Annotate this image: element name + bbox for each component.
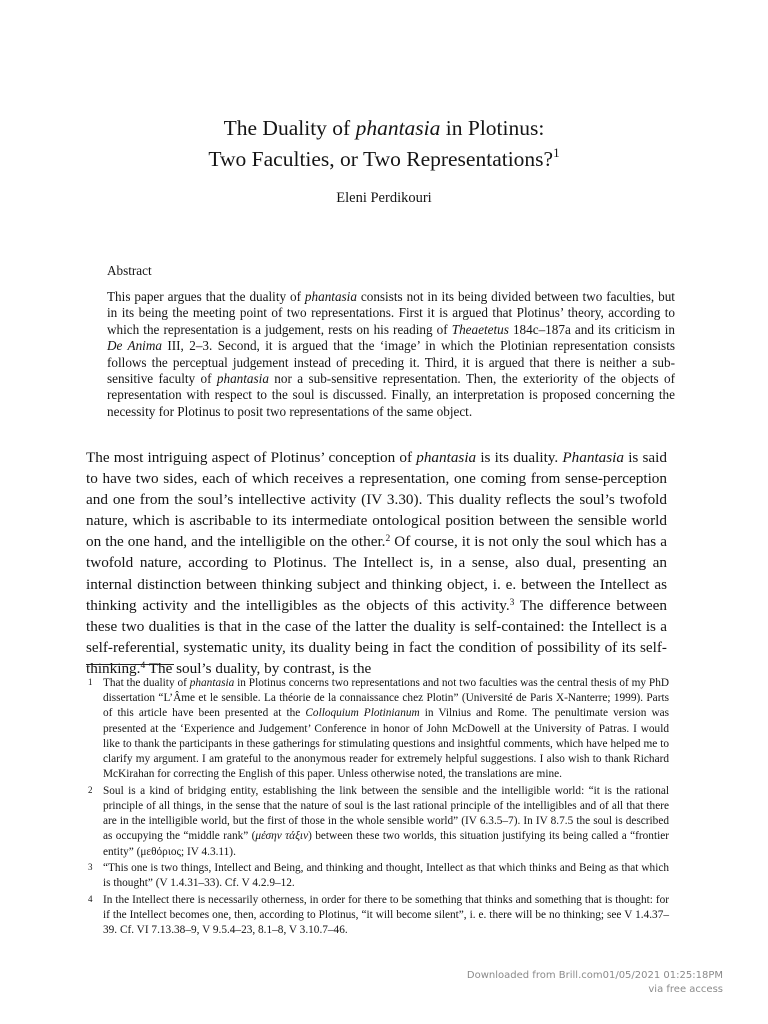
title-line-2 bbox=[0, 144, 768, 175]
footnote-ref[interactable]: 3 bbox=[509, 597, 515, 608]
download-notice: Downloaded from Brill.com01/05/2021 01:25:18PM bbox=[466, 970, 723, 981]
title-text: in Plotinus: bbox=[440, 116, 545, 140]
footnote-ref[interactable]: 4 bbox=[140, 660, 146, 671]
author-name: Eleni Perdikouri bbox=[336, 190, 432, 206]
footnote-number: 4 bbox=[88, 894, 93, 905]
abstract-heading: Abstract bbox=[107, 263, 152, 278]
footnote-number: 1 bbox=[88, 677, 93, 687]
access-notice: via free access bbox=[648, 984, 723, 995]
footnote-divider bbox=[86, 664, 174, 665]
footnote-ref[interactable]: 2 bbox=[385, 534, 391, 545]
title-italic-term: phantasia bbox=[355, 116, 441, 140]
footnote: 4 In the Intellect there is necessarily otherness, in order for there to be something that thinks and something that is thought: for if the Intellect becomes one, then, according to Plotinus, “it will become silent”, i. e. there will be no thinking; see V 1.4.37–39. Cf. VI 7.13.38–9, V 9.5.4–23, 8.1–8, V 3.10.7–46. bbox=[88, 894, 669, 937]
footnote: 2 Soul is a kind of bridging entity, establishing the link between the sensible and the intelligible world: “it is the rational principle of all things, in the sense that the nature of soul is the last rational principle of the intelligibles and of all that there are in the intelligible world, but the first of those in the whole sensible world” (IV 6.3.5–7). In IV 8.7.5 the soul is described as occupying the “middle rank” (μέσην τάξιν) between these two worlds, this situation justifying its being called a “frontier entity” (μεθόριος; IV 4.3.11). bbox=[88, 784, 669, 858]
title-text: The Duality of bbox=[223, 116, 356, 140]
footnote: 3 “This one is two things, Intellect and Being, and thinking and thought, Intellect as that which thinks and Being as that which is thought” (V 1.4.31–33). Cf. V 4.2.9–12. bbox=[88, 862, 669, 890]
footnote-number: 3 bbox=[88, 862, 93, 873]
abstract-text: This paper argues that the duality of phantasia consists not in its being divided between two faculties, but in its being the meeting point of two representations. First it is argued that Plotinus’ theory, according to which the representation is a judgement, rests on his reading of Theaetetus 184c–187a and its criticism in De Anima III, 2–3. Second, it is argued that the ‘image’ in which the Plotinian representation consists follows the perceptual judgement instead of preceding it. Third, it is argued that there is neither a sub-sensitive faculty of phantasia nor a sub-sensitive representation. Then, the exteriority of the objects of representation with respect to the soul is discussed. Finally, an interpretation is proposed concerning the necessity for Plotinus to posit two representations of the same object. bbox=[107, 289, 676, 419]
footnote: 1 That the duality of phantasia in Plotinus concerns two representations and not two faculties was the central thesis of my PhD dissertation “L’Âme et le sensible. La théorie de la connaissance chez Plotin” (Université de Paris X-Nanterre; 1999). Parts of this article have been presented at the Colloquium Plotinianum in Vilnius and Rome. The penultimate version was presented at the ‘Experience and Judgement’ Conference in honor of John McDowell at the University of Patras. I would like to thank the participants in these gatherings for stimulating questions and insightful comments, which have helped me to clarify my argument. I am grateful to the anonymous reader for extremely helpful suggestions. I also wish to thank Richard McKirahan for correcting the English of this paper. Unless otherwise noted, the translations are mine. bbox=[88, 677, 670, 781]
title-text: Two Faculties, or Two Representations? bbox=[208, 147, 554, 171]
footnote-number: 2 bbox=[88, 784, 93, 795]
body-paragraph: The most intriguing aspect of Plotinus’ conception of phantasia is its duality. Phantasia is said to have two sides, each of which receives a representation, one coming from sense-perception and one from the soul’s intellective activity (IV 3.30). This duality reflects the soul’s twofold nature, which is ascribable to its intermediate ontological position between the sensible world on the one hand, and the intelligible on the other.$^2$ Of course, it is not only the soul which has a twofold nature, according to Plotinus. The Intellect is, in a sense, also dual, presenting an internal distinction between thinking subject and thinking object, i. e. between the Intellect as thinking activity and the intelligibles as the objects of this activity.$^3$ The difference between these two dualities is that in the case of the latter the duality is self-contained: the Intellect is a self-referential, systematic unity, its duality being in fact the condition of possibility of its self-thinking.$^4$ The soul’s duality, by contrast, is the bbox=[86, 449, 667, 677]
paper-title bbox=[0, 113, 768, 175]
title-line-1 bbox=[0, 113, 768, 144]
footnote-ref[interactable]: 1 bbox=[553, 145, 560, 160]
footnotes bbox=[86, 676, 669, 940]
